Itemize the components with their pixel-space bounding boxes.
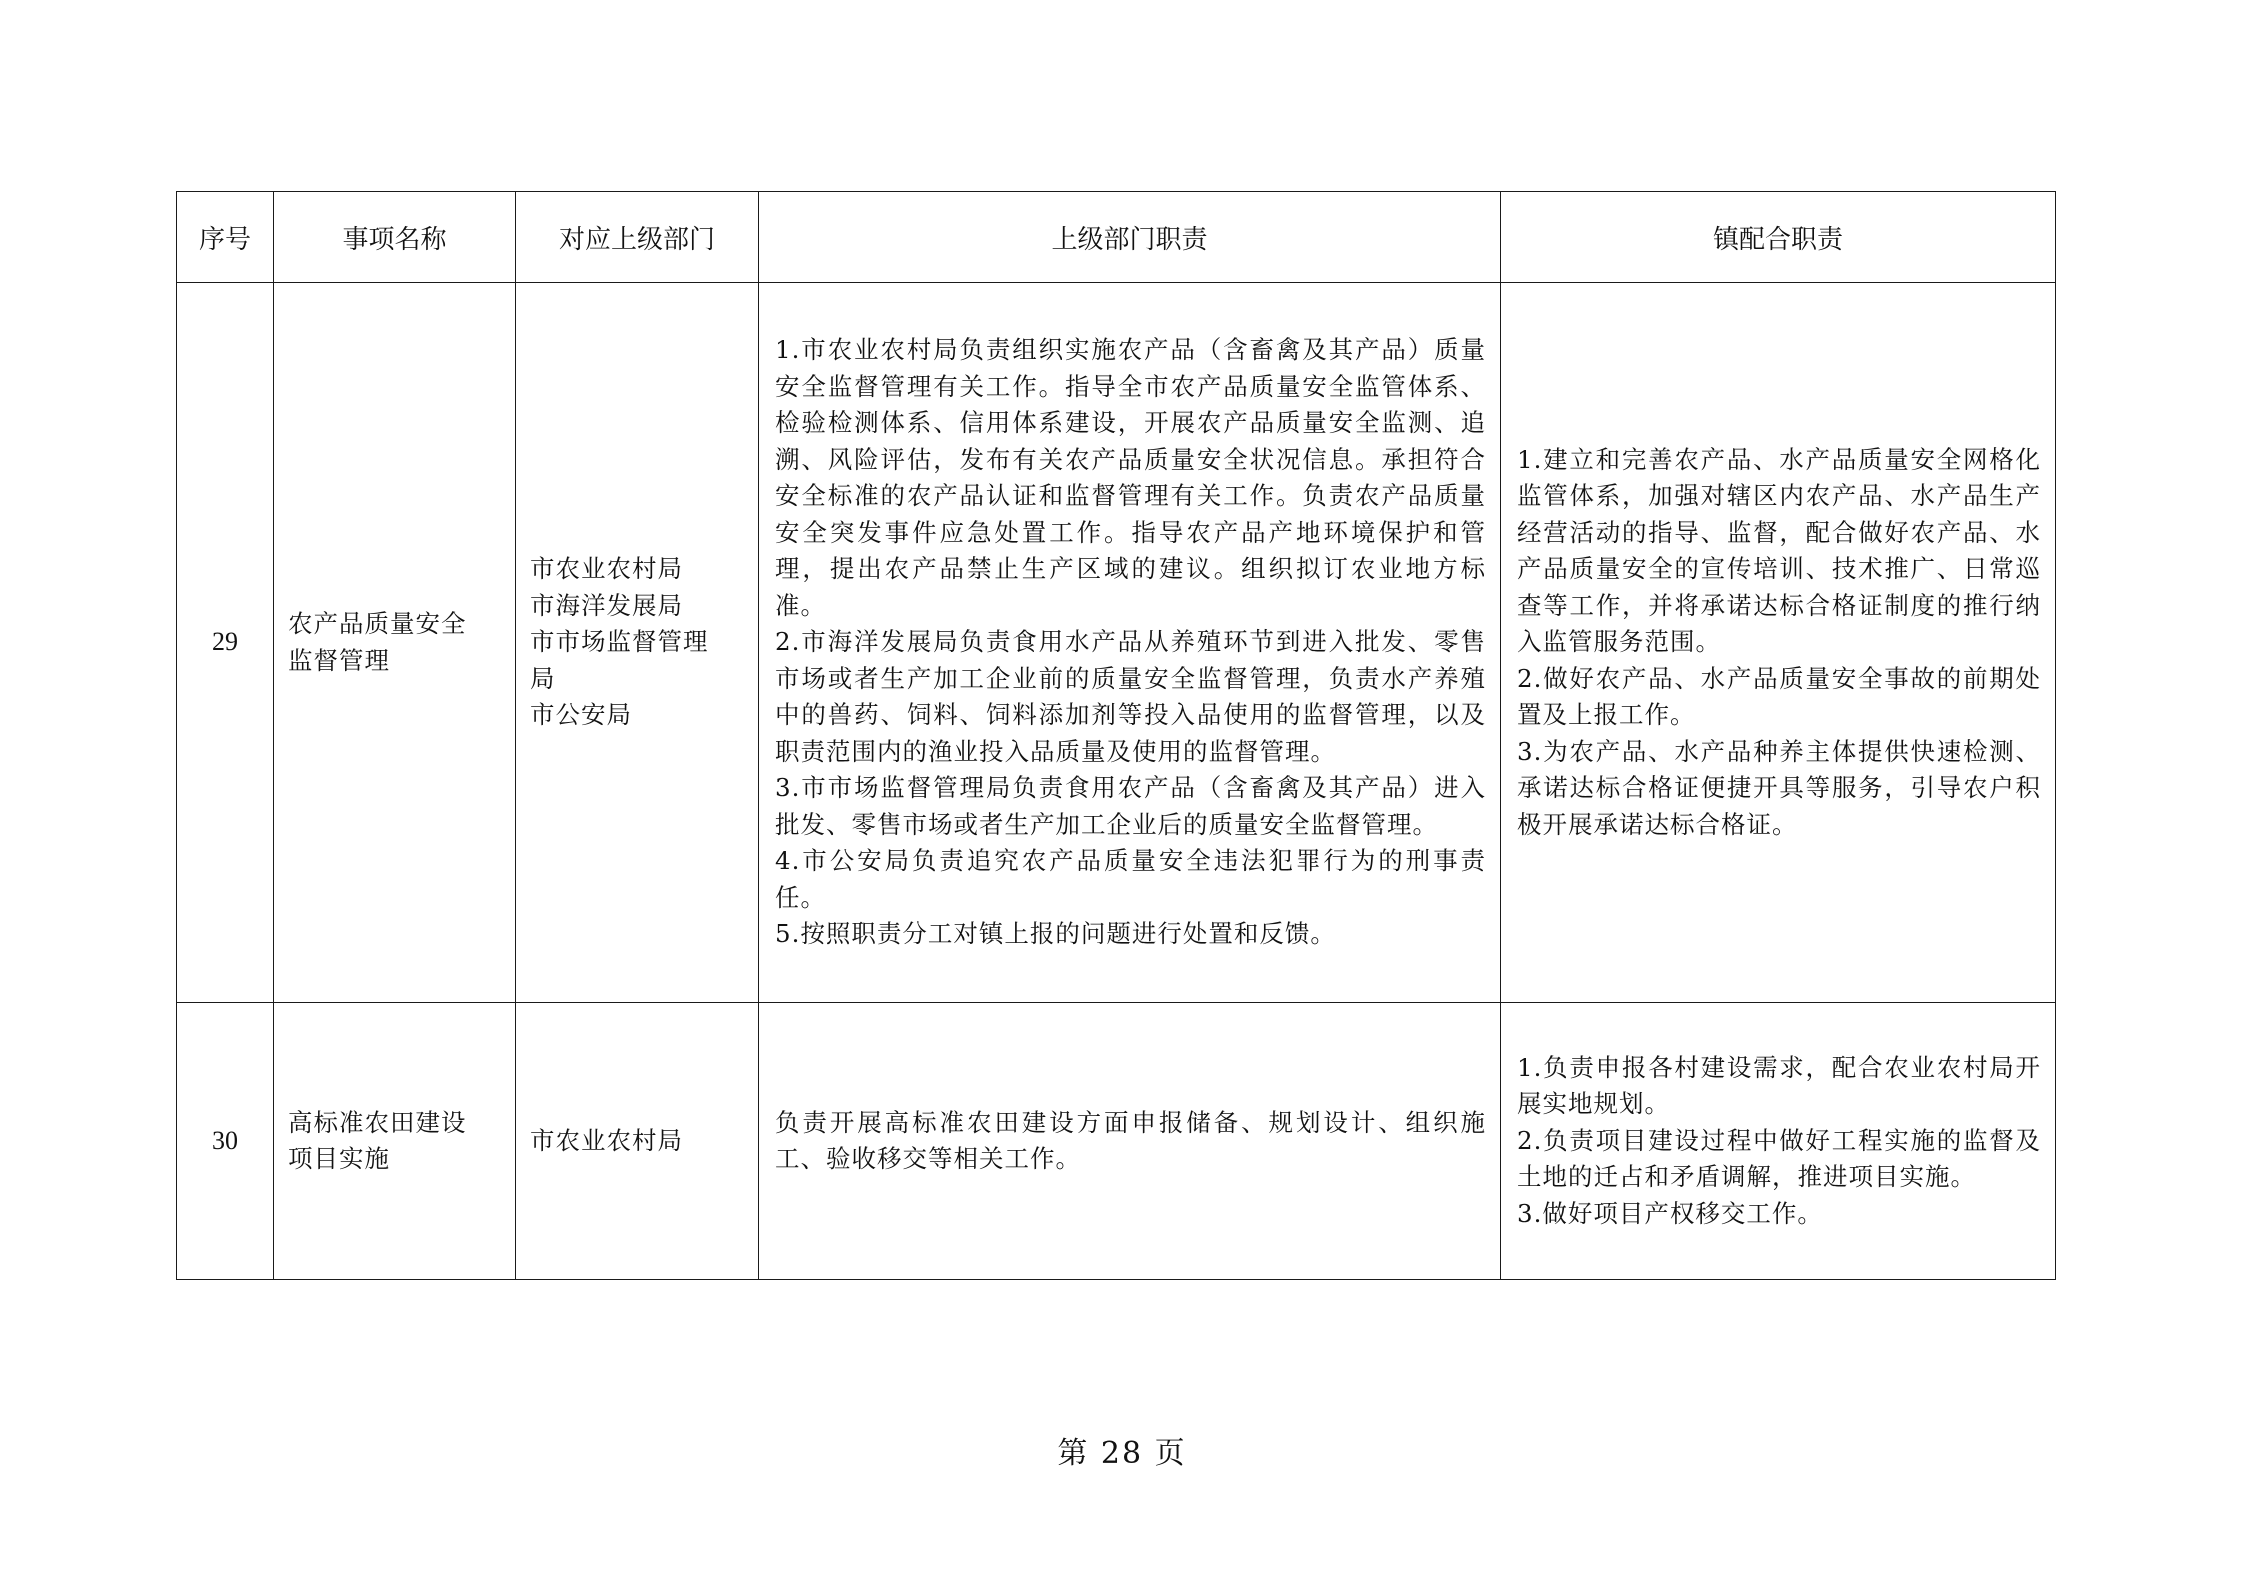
dept-line: 市海洋发展局 xyxy=(530,590,683,620)
duty-paragraph: 1.建立和完善农产品、水产品质量安全网格化监管体系，加强对辖区内农产品、水产品生产经营活动的指导、监督，配合做好农产品、水产品质量安全的宣传培训、技术推广、日常巡查等工作，并将承诺达标合格证制度的推行纳入监管服务范围。 xyxy=(1517,444,2041,657)
duty-paragraph: 2.负责项目建设过程中做好工程实施的监督及土地的迁占和矛盾调解，推进项目实施。 xyxy=(1517,1125,2041,1192)
dept-line: 市市场监督管理 xyxy=(530,627,709,657)
table-row xyxy=(177,283,2056,1003)
row-item-name xyxy=(274,1003,516,1280)
duty-paragraph: 3.为农产品、水产品种养主体提供快速检测、承诺达标合格证便捷开具等服务，引导农户积极开展承诺达标合格证。 xyxy=(1517,736,2041,839)
duty-paragraph: 5.按照职责分工对镇上报的问题进行处置和反馈。 xyxy=(775,919,1336,949)
row-item-name xyxy=(274,283,516,1003)
item-name-line: 农产品质量安全 xyxy=(288,609,467,638)
header-town-duties: 镇配合职责 xyxy=(1501,192,2056,283)
row-seq: 29 xyxy=(177,283,274,1003)
duty-paragraph: 1.市农业农村局负责组织实施农产品（含畜禽及其产品）质量安全监督管理有关工作。指导全市农产品质量安全监管体系、检验检测体系、信用体系建设，开展农产品质量安全监测、追溯、风险评估，发布有关农产品质量安全状况信息。承担符合安全标准的农产品认证和监督管理有关工作。负责农产品质量安全突发事件应急处置工作。指导农产品产地环境保护和管理，提出农产品禁止生产区域的建议。组织拟订农业地方标准。 xyxy=(775,335,1486,620)
table-row xyxy=(177,1003,2056,1280)
header-upper-dept: 对应上级部门 xyxy=(516,192,759,283)
dept-line: 市农业农村局 xyxy=(530,1125,683,1155)
row-town-duties xyxy=(1501,1003,2056,1280)
row-seq: 30 xyxy=(177,1003,274,1280)
dept-line: 市公安局 xyxy=(530,700,632,730)
duties-table xyxy=(176,191,2056,1280)
duty-paragraph: 1.负责申报各村建设需求，配合农业农村局开展实地规划。 xyxy=(1517,1052,2041,1119)
item-name-line: 高标准农田建设 xyxy=(288,1107,467,1137)
duty-paragraph: 2.市海洋发展局负责食用水产品从养殖环节到进入批发、零售市场或者生产加工企业前的质量安全监督管理，负责水产养殖中的兽药、饲料、饲料添加剂等投入品使用的监督管理，以及职责范围内的渔业投入品质量及使用的监督管理。 xyxy=(775,627,1486,766)
item-name-line: 监督管理 xyxy=(288,645,390,675)
header-upper-duties: 上级部门职责 xyxy=(759,192,1501,283)
row-upper-duties xyxy=(759,1003,1501,1280)
row-upper-dept xyxy=(516,1003,759,1280)
duty-paragraph: 2.做好农产品、水产品质量安全事故的前期处置及上报工作。 xyxy=(1517,663,2041,730)
duty-paragraph: 3.市市场监督管理局负责食用农产品（含畜禽及其产品）进入批发、零售市场或者生产加工企业后的质量安全监督管理。 xyxy=(775,773,1486,839)
row-upper-duties xyxy=(759,283,1501,1003)
header-seq: 序号 xyxy=(177,192,274,283)
dept-line: 市农业农村局 xyxy=(530,554,683,584)
row-town-duties xyxy=(1501,283,2056,1003)
duty-paragraph: 3.做好项目产权移交工作。 xyxy=(1517,1198,1823,1228)
duty-paragraph: 负责开展高标准农田建设方面申报储备、规划设计、组织施工、验收移交等相关工作。 xyxy=(775,1107,1486,1173)
header-item-name: 事项名称 xyxy=(274,192,516,283)
table-header-row xyxy=(177,192,2056,283)
item-name-line: 项目实施 xyxy=(288,1144,390,1173)
duty-paragraph: 4.市公安局负责追究农产品质量安全违法犯罪行为的刑事责任。 xyxy=(775,846,1486,912)
page-number: 第 28 页 xyxy=(1057,1436,1187,1471)
row-upper-dept xyxy=(516,283,759,1003)
dept-line: 局 xyxy=(530,663,556,693)
